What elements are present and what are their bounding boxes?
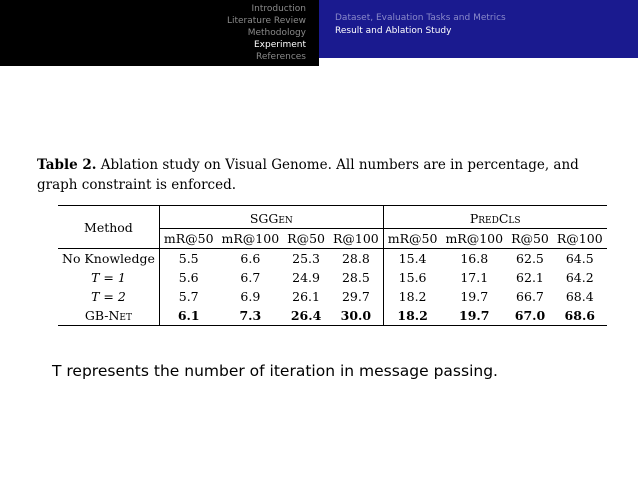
table-cell: 6.9 bbox=[240, 289, 261, 304]
subsection-navigation bbox=[319, 0, 638, 58]
nav-subsection-dataset[interactable]: Dataset, Evaluation Tasks and Metrics bbox=[335, 13, 506, 23]
table-cell: 67.0 bbox=[507, 306, 553, 326]
table-cell: 30.0 bbox=[329, 306, 383, 326]
metric-header: mR@50 bbox=[383, 229, 441, 249]
table-cell: 18.2 bbox=[383, 306, 441, 326]
nav-section-literature-review[interactable]: Literature Review bbox=[226, 16, 306, 26]
table-cell: 6.1 bbox=[159, 306, 217, 326]
table-cell: 62.5 bbox=[507, 249, 553, 269]
table-cell: 25.3 bbox=[283, 249, 329, 269]
caption-label: Table 2. bbox=[37, 157, 97, 173]
nav-section-experiment[interactable]: Experiment bbox=[253, 40, 306, 50]
table-row bbox=[58, 287, 607, 306]
beamer-header bbox=[0, 0, 638, 66]
section-navigation bbox=[0, 0, 319, 66]
metric-header: mR@100 bbox=[441, 229, 507, 249]
row-method: GB-Net bbox=[58, 306, 159, 326]
metric-header: R@50 bbox=[283, 229, 329, 249]
table-cell: 19.7 bbox=[441, 306, 507, 326]
group-header-predcls: PredCls bbox=[383, 206, 606, 229]
table-row bbox=[58, 249, 607, 269]
metric-header: mR@50 bbox=[159, 229, 217, 249]
table-cell: 15.6 bbox=[398, 270, 427, 285]
table-cell: 5.7 bbox=[178, 289, 199, 304]
row-method: T = 1 bbox=[58, 268, 159, 287]
table-cell: 7.3 bbox=[218, 306, 284, 326]
table-row bbox=[58, 268, 607, 287]
nav-subsection-result-ablation[interactable]: Result and Ablation Study bbox=[335, 26, 452, 36]
table-row bbox=[58, 306, 607, 326]
table-cell: 24.9 bbox=[292, 270, 320, 285]
row-method: No Knowledge bbox=[58, 249, 159, 269]
row-method: T = 2 bbox=[58, 287, 159, 306]
ablation-table bbox=[58, 205, 607, 326]
caption-text: Ablation study on Visual Genome. All numbers are in percentage, and graph constraint is enforced. bbox=[37, 157, 579, 193]
nav-section-methodology[interactable]: Methodology bbox=[247, 28, 306, 38]
table-cell: 26.1 bbox=[292, 289, 320, 304]
table-cell: 64.2 bbox=[565, 270, 594, 285]
table-cell: 26.4 bbox=[283, 306, 329, 326]
footnote-text: T represents the number of iteration in message passing. bbox=[52, 362, 498, 380]
table-cell: 62.1 bbox=[516, 270, 544, 285]
table-cell: 5.5 bbox=[159, 249, 217, 269]
table-cell: 29.7 bbox=[329, 287, 383, 306]
metric-header: mR@100 bbox=[218, 229, 284, 249]
table-cell: 6.7 bbox=[240, 270, 261, 285]
table-cell: 68.6 bbox=[553, 306, 607, 326]
group-header-sggen: SGGen bbox=[159, 206, 383, 229]
method-header: Method bbox=[58, 206, 159, 249]
table-caption bbox=[37, 155, 617, 195]
table-cell: 28.8 bbox=[329, 249, 383, 269]
table-cell: 6.6 bbox=[218, 249, 284, 269]
table-cell: 64.5 bbox=[553, 249, 607, 269]
table-cell: 17.1 bbox=[460, 270, 489, 285]
metric-header: R@100 bbox=[553, 229, 607, 249]
metric-header: R@100 bbox=[329, 229, 383, 249]
table-cell: 68.4 bbox=[565, 289, 594, 304]
nav-section-references[interactable]: References bbox=[255, 52, 306, 62]
table-cell: 28.5 bbox=[329, 268, 383, 287]
nav-section-introduction[interactable]: Introduction bbox=[251, 4, 306, 14]
table-cell: 16.8 bbox=[441, 249, 507, 269]
table-cell: 18.2 bbox=[398, 289, 427, 304]
metric-header: R@50 bbox=[507, 229, 553, 249]
table-cell: 15.4 bbox=[383, 249, 441, 269]
table-cell: 5.6 bbox=[178, 270, 199, 285]
table-cell: 19.7 bbox=[460, 289, 489, 304]
table-cell: 66.7 bbox=[516, 289, 544, 304]
